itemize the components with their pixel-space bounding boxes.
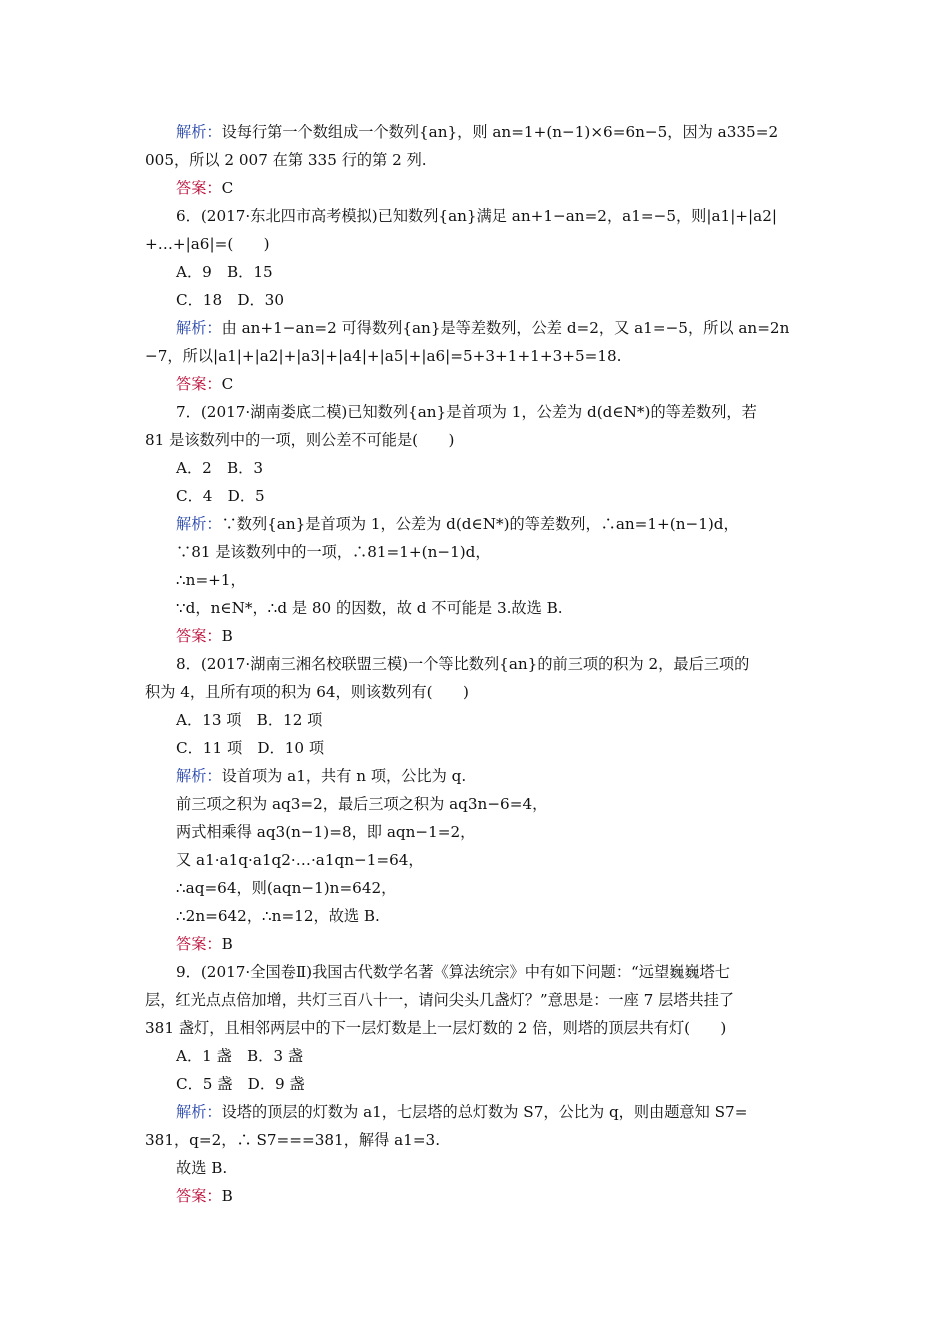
q9-options: C．5 盏 D．9 盏	[176, 1075, 305, 1093]
q7-analysis-line: ∵81 是该数列中的一项，∴81=1+(n−1)d，	[176, 543, 491, 561]
q8-analysis-line: 前三项之积为 aq3=2，最后三项之积为 aq3n−6=4，	[176, 795, 548, 813]
q9-stem-line: 9．(2017·全国卷Ⅱ)我国古代数学名著《算法统宗》中有如下问题：“远望巍巍塔七	[176, 963, 730, 981]
q9-analysis-line: 解析：设塔的顶层的灯数为 a1，七层塔的总灯数为 S7，公比为 q，则由题意知 S7=	[176, 1103, 748, 1121]
analysis-label: 解析：	[176, 767, 222, 785]
q7-stem-line: 7．(2017·湖南娄底二模)已知数列{an}是首项为 1，公差为 d(d∈N*)的等差数列，若	[176, 403, 757, 421]
q8-analysis-line: 又 a1·a1q·a1q2·…·a1qn−1=64，	[176, 851, 424, 869]
q6-options: C．18 D．30	[176, 291, 285, 309]
q9-analysis-line: 381，q=2，∴ S7===381，解得 a1=3.	[145, 1131, 441, 1149]
q6-answer: 答案：C	[176, 375, 234, 393]
q5-analysis-line: 解析：设每行第一个数组成一个数列{an}，则 an=1+(n−1)×6=6n−5，因为 a335=2	[176, 123, 779, 141]
q8-analysis-line: 两式相乘得 aq3(n−1)=8，即 aqn−1=2，	[176, 823, 476, 841]
q8-analysis-line: ∴aq=64，则(aqn−1)n=642，	[176, 879, 397, 897]
q8-stem-line: 积为 4，且所有项的积为 64，则该数列有( )	[145, 683, 469, 701]
q7-stem-line: 81 是该数列中的一项，则公差不可能是( )	[145, 431, 455, 449]
q8-options: C．11 项 D．10 项	[176, 739, 325, 757]
q9-analysis-line: 故选 B.	[176, 1159, 228, 1177]
answer-label: 答案：	[176, 935, 222, 953]
q9-options: A．1 盏 B．3 盏	[176, 1047, 304, 1065]
q7-analysis-line: ∵d，n∈N*，∴d 是 80 的因数，故 d 不可能是 3.故选 B.	[176, 599, 563, 617]
q9-answer: 答案：B	[176, 1187, 233, 1205]
q6-stem-line: +…+|a6|=( )	[145, 235, 270, 253]
q6-stem-line: 6．(2017·东北四市高考模拟)已知数列{an}满足 an+1−an=2，a1=−5，则|a1|+|a2|	[176, 207, 777, 225]
q8-options: A．13 项 B．12 项	[176, 711, 323, 729]
answer-label: 答案：	[176, 179, 222, 197]
q7-analysis-line: ∴n=+1，	[176, 571, 246, 589]
q9-stem-line: 381 盏灯，且相邻两层中的下一层灯数是上一层灯数的 2 倍，则塔的顶层共有灯( )	[145, 1019, 727, 1037]
analysis-label: 解析：	[176, 123, 222, 141]
q5-answer: 答案：C	[176, 179, 234, 197]
q7-answer: 答案：B	[176, 627, 233, 645]
q7-analysis-line: 解析：∵数列{an}是首项为 1，公差为 d(d∈N*)的等差数列，∴an=1+(n−1)d，	[176, 515, 739, 533]
q9-stem-line: 层，红光点点倍加增，共灯三百八十一，请问尖头几盏灯？”意思是：一座 7 层塔共挂了	[145, 991, 735, 1009]
q6-options: A．9 B．15	[176, 263, 273, 281]
q8-answer: 答案：B	[176, 935, 233, 953]
q6-analysis-line: 解析：由 an+1−an=2 可得数列{an}是等差数列，公差 d=2，又 a1=−5，所以 an=2n	[176, 319, 790, 337]
analysis-label: 解析：	[176, 515, 222, 533]
q7-options: A．2 B．3	[176, 459, 264, 477]
answer-label: 答案：	[176, 375, 222, 393]
analysis-label: 解析：	[176, 319, 222, 337]
q6-analysis-line: −7，所以|a1|+|a2|+|a3|+|a4|+|a5|+|a6|=5+3+1+1+3+5=18.	[145, 347, 622, 365]
q8-analysis-line: 解析：设首项为 a1，共有 n 项，公比为 q.	[176, 767, 467, 785]
analysis-label: 解析：	[176, 1103, 222, 1121]
answer-label: 答案：	[176, 627, 222, 645]
document-page	[145, 118, 815, 1210]
q8-stem-line: 8．(2017·湖南三湘名校联盟三模)一个等比数列{an}的前三项的积为 2，最后三项的	[176, 655, 750, 673]
answer-label: 答案：	[176, 1187, 222, 1205]
q5-analysis-line: 005，所以 2 007 在第 335 行的第 2 列.	[145, 151, 427, 169]
q8-analysis-line: ∴2n=642，∴n=12，故选 B.	[176, 907, 380, 925]
q7-options: C．4 D．5	[176, 487, 265, 505]
